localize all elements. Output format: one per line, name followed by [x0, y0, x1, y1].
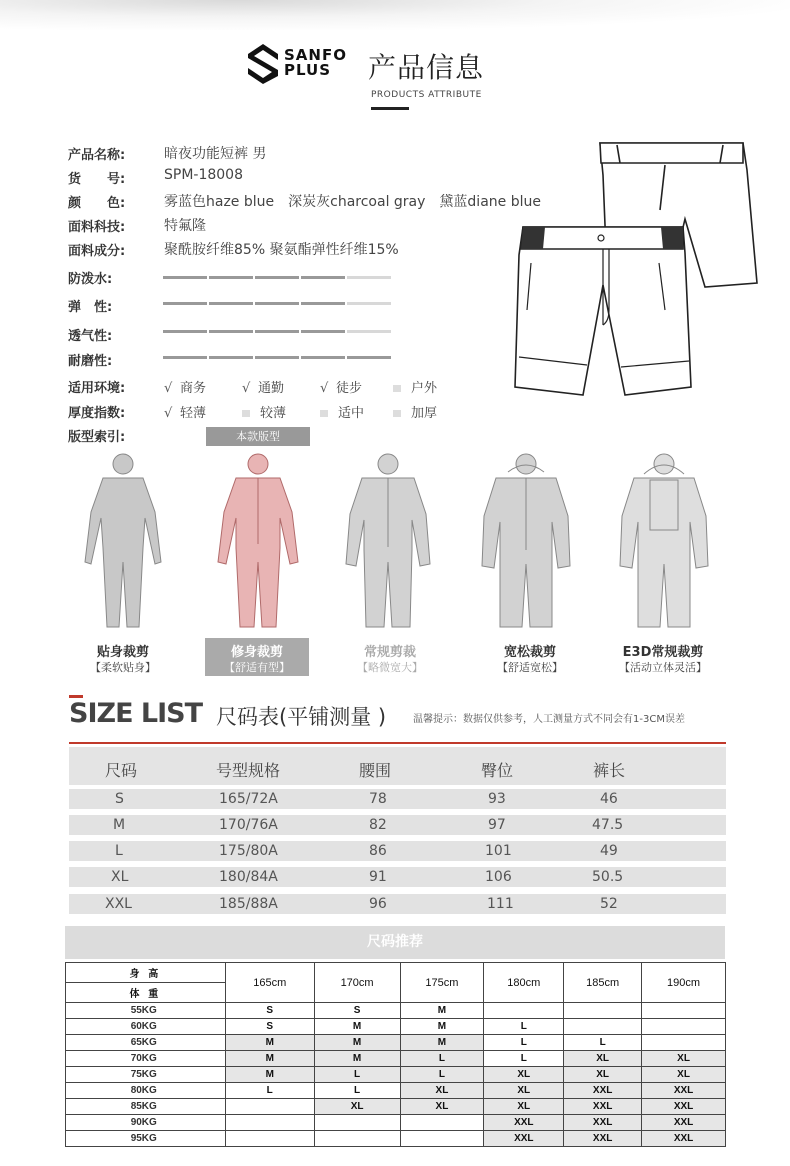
size-cell: XL — [564, 1067, 642, 1083]
height-180: 180cm — [484, 963, 564, 1003]
meter-segment — [163, 356, 207, 359]
stretch-meter — [163, 302, 391, 305]
weight-cell: 90KG — [66, 1115, 226, 1131]
cell-waist: 78 — [369, 791, 387, 807]
color-label: 颜 色: — [68, 196, 126, 211]
size-cell: XXL — [484, 1131, 564, 1147]
meter-label-wear: 耐磨性: — [68, 354, 113, 369]
water-repellent-meter — [163, 276, 391, 279]
page-subtitle: PRODUCTS ATTRIBUTE — [371, 90, 482, 100]
unchecked-box-icon — [393, 385, 401, 392]
size-list-title: SIZE LIST — [69, 698, 203, 729]
option-label: 适中 — [338, 406, 365, 421]
brand-name: SANFO PLUS — [284, 46, 347, 79]
height-165: 165cm — [225, 963, 314, 1003]
size-cell: XXL — [564, 1131, 642, 1147]
page-title: 产品信息 — [368, 51, 485, 84]
meter-segment — [301, 302, 345, 305]
env-option — [393, 377, 437, 396]
cell-hip: 97 — [488, 817, 506, 833]
thickness-label: 厚度指数: — [68, 406, 126, 421]
size-cell: S — [225, 1019, 314, 1035]
composition-value: 聚酰胺纤维85% 聚氨酯弹性纤维15% — [164, 242, 399, 258]
height-label: 身 高 — [66, 963, 226, 983]
size-cell: XL — [484, 1083, 564, 1099]
cell-spec: 165/72A — [219, 791, 278, 807]
option-label: 轻薄 — [180, 406, 207, 421]
size-cell: M — [314, 1035, 400, 1051]
rec-row — [66, 1115, 726, 1131]
weight-cell: 60KG — [66, 1019, 226, 1035]
size-cell: M — [400, 1035, 484, 1051]
meter-segment — [347, 356, 391, 359]
rec-row — [66, 1003, 726, 1019]
cell-waist: 96 — [369, 896, 387, 912]
rec-row — [66, 1019, 726, 1035]
cell-hip: 106 — [485, 869, 512, 885]
size-cell: L — [484, 1051, 564, 1067]
thickness-option — [164, 402, 206, 421]
product-name: 暗夜功能短裤 男 — [164, 146, 267, 162]
cell-waist: 91 — [369, 869, 387, 885]
table-row — [69, 789, 726, 809]
size-cell: L — [225, 1083, 314, 1099]
size-cell: XXL — [642, 1131, 726, 1147]
size-cell — [225, 1099, 314, 1115]
size-cell: XXL — [642, 1115, 726, 1131]
cell-waist: 82 — [369, 817, 387, 833]
top-shadow — [0, 0, 790, 30]
size-cell: XL — [400, 1099, 484, 1115]
option-label: 通勤 — [258, 381, 285, 396]
size-cell: S — [314, 1003, 400, 1019]
size-cell: M — [225, 1051, 314, 1067]
size-cell: M — [314, 1051, 400, 1067]
cell-size: XXL — [105, 896, 132, 912]
meter-segment — [347, 302, 391, 305]
weight-cell: 80KG — [66, 1083, 226, 1099]
option-label: 加厚 — [411, 406, 438, 421]
size-cell: L — [314, 1083, 400, 1099]
rec-row — [66, 1099, 726, 1115]
unchecked-box-icon — [242, 410, 250, 417]
size-cell: M — [400, 1003, 484, 1019]
size-list-tip: 温馨提示：数据仅供参考，人工测量方式不同会有1-3CM误差 — [413, 714, 685, 725]
weight-cell: 55KG — [66, 1003, 226, 1019]
size-cell: L — [400, 1051, 484, 1067]
size-cell — [400, 1115, 484, 1131]
fit-name-e3d: E3D常规裁剪 — [622, 645, 704, 660]
size-cell: L — [564, 1035, 642, 1051]
size-cell: L — [484, 1019, 564, 1035]
tech-label: 面料科技: — [68, 220, 126, 235]
fit-figure-e3d — [616, 452, 712, 630]
size-table-header — [69, 747, 726, 785]
env-option — [242, 377, 284, 396]
meter-segment — [255, 330, 299, 333]
table-row — [69, 841, 726, 861]
size-cell: M — [225, 1035, 314, 1051]
cell-spec: 175/80A — [219, 843, 278, 859]
unchecked-box-icon — [320, 410, 328, 417]
cell-length: 46 — [600, 791, 618, 807]
col-waist: 腰围 — [359, 761, 392, 780]
size-cell — [225, 1131, 314, 1147]
cell-size: M — [113, 817, 126, 833]
height-190: 190cm — [642, 963, 726, 1003]
check-icon: √ — [320, 381, 329, 396]
meter-segment — [301, 276, 345, 279]
size-cell: L — [484, 1035, 564, 1051]
brand-logo-icon — [248, 44, 278, 84]
size-cell: XL — [400, 1083, 484, 1099]
fit-name-loose: 宽松裁剪 — [503, 645, 556, 660]
environment-label: 适用环境: — [68, 381, 126, 396]
meter-label-water: 防泼水: — [68, 272, 113, 287]
cell-waist: 86 — [369, 843, 387, 859]
cell-size: S — [115, 791, 124, 807]
fit-desc-e3d: 【活动立体灵活】 — [619, 661, 707, 674]
size-cell — [314, 1115, 400, 1131]
meter-label-stretch: 弹 性: — [68, 300, 113, 315]
size-cell: L — [400, 1067, 484, 1083]
fit-index-label: 版型索引: — [68, 430, 126, 445]
table-row — [69, 815, 726, 835]
color-value: 雾蓝色haze blue 深炭灰charcoal gray 黛蓝diane blue — [164, 194, 541, 210]
cell-length: 47.5 — [592, 817, 624, 833]
size-cell: L — [314, 1067, 400, 1083]
size-cell — [314, 1131, 400, 1147]
cell-size: XL — [111, 869, 129, 885]
meter-segment — [255, 356, 299, 359]
thickness-option — [242, 402, 286, 421]
fit-name-slim: 修身裁剪 — [230, 645, 283, 660]
weight-cell: 70KG — [66, 1051, 226, 1067]
meter-segment — [255, 302, 299, 305]
size-cell — [564, 1003, 642, 1019]
check-icon: √ — [242, 381, 251, 396]
meter-segment — [347, 330, 391, 333]
size-cell — [484, 1003, 564, 1019]
size-cell: XXL — [642, 1083, 726, 1099]
product-name-label: 产品名称: — [68, 148, 126, 163]
cell-length: 52 — [600, 896, 618, 912]
size-cell: XXL — [564, 1083, 642, 1099]
table-row — [69, 894, 726, 914]
option-label: 户外 — [411, 381, 438, 396]
size-cell: M — [314, 1019, 400, 1035]
cell-length: 50.5 — [592, 869, 624, 885]
weight-cell: 95KG — [66, 1131, 226, 1147]
size-cell: XL — [314, 1099, 400, 1115]
size-cell: XXL — [484, 1115, 564, 1131]
option-label: 较薄 — [260, 406, 287, 421]
thickness-option — [320, 402, 364, 421]
check-icon: √ — [164, 406, 173, 421]
fit-name-regular: 常规剪裁 — [363, 645, 416, 660]
thickness-option — [393, 402, 437, 421]
unchecked-box-icon — [393, 410, 401, 417]
size-cell: S — [225, 1003, 314, 1019]
fit-name-close: 贴身裁剪 — [96, 645, 149, 660]
size-list-subtitle: 尺码表(平铺测量 ) — [216, 705, 387, 729]
meter-segment — [163, 276, 207, 279]
height-175: 175cm — [400, 963, 484, 1003]
col-size: 尺码 — [105, 761, 138, 780]
size-cell: XXL — [642, 1099, 726, 1115]
size-cell: XXL — [564, 1115, 642, 1131]
weight-cell: 75KG — [66, 1067, 226, 1083]
size-cell: XL — [642, 1067, 726, 1083]
size-recommendation-title: 尺码推荐 — [65, 926, 725, 959]
meter-segment — [209, 302, 253, 305]
title-underline — [371, 107, 409, 110]
height-185: 185cm — [564, 963, 642, 1003]
col-length: 裤长 — [593, 761, 626, 780]
fit-figure-slim — [210, 452, 306, 630]
fit-figure-regular — [340, 452, 436, 630]
weight-label: 体 重 — [66, 983, 226, 1003]
rec-row — [66, 1131, 726, 1147]
rec-header-height — [66, 963, 726, 983]
size-list-divider — [69, 742, 726, 744]
height-170: 170cm — [314, 963, 400, 1003]
meter-segment — [209, 356, 253, 359]
size-cell: XXL — [564, 1099, 642, 1115]
fit-desc-regular: 【略微宽大】 — [357, 661, 423, 674]
brand-logo — [248, 44, 358, 84]
cell-spec: 185/88A — [219, 896, 278, 912]
size-cell: XL — [484, 1099, 564, 1115]
composition-label: 面料成分: — [68, 244, 126, 259]
option-label: 徒步 — [336, 381, 363, 396]
cell-size: L — [115, 843, 123, 859]
cell-hip: 101 — [485, 843, 512, 859]
meter-segment — [255, 276, 299, 279]
col-spec: 号型规格 — [216, 761, 281, 780]
size-cell — [642, 1003, 726, 1019]
check-icon: √ — [164, 381, 173, 396]
meter-segment — [301, 330, 345, 333]
breathability-meter — [163, 330, 391, 333]
size-cell — [564, 1019, 642, 1035]
size-recommendation-table — [65, 962, 726, 1147]
size-cell: XL — [484, 1067, 564, 1083]
cell-spec: 180/84A — [219, 869, 278, 885]
meter-segment — [209, 330, 253, 333]
size-cell: XL — [642, 1051, 726, 1067]
meter-segment — [163, 330, 207, 333]
meter-label-breath: 透气性: — [68, 329, 113, 344]
table-row — [69, 867, 726, 887]
weight-cell: 65KG — [66, 1035, 226, 1051]
sku-value: SPM-18008 — [164, 167, 243, 183]
rec-row — [66, 1083, 726, 1099]
size-cell: M — [225, 1067, 314, 1083]
tech-value: 特氟隆 — [164, 218, 206, 234]
cell-length: 49 — [600, 843, 618, 859]
rec-row — [66, 1051, 726, 1067]
size-cell — [642, 1035, 726, 1051]
weight-cell: 85KG — [66, 1099, 226, 1115]
fit-figure-close — [75, 452, 171, 630]
col-hip: 臀位 — [481, 761, 514, 780]
fit-desc-loose: 【舒适宽松】 — [497, 661, 563, 674]
size-cell — [400, 1131, 484, 1147]
meter-segment — [301, 356, 345, 359]
current-fit-tag: 本款版型 — [206, 427, 310, 446]
abrasion-meter — [163, 356, 391, 359]
cell-spec: 170/76A — [219, 817, 278, 833]
meter-segment — [209, 276, 253, 279]
meter-segment — [347, 276, 391, 279]
size-cell — [225, 1115, 314, 1131]
rec-row — [66, 1035, 726, 1051]
rec-row — [66, 1067, 726, 1083]
fit-desc-close: 【柔软贴身】 — [90, 661, 156, 674]
cell-hip: 111 — [487, 896, 514, 912]
size-cell — [642, 1019, 726, 1035]
env-option — [164, 377, 206, 396]
size-cell: XL — [564, 1051, 642, 1067]
fit-figure-loose — [478, 452, 574, 630]
fit-desc-slim: 【舒适有型】 — [224, 661, 290, 674]
cell-hip: 93 — [488, 791, 506, 807]
option-label: 商务 — [180, 381, 207, 396]
meter-segment — [163, 302, 207, 305]
size-cell: M — [400, 1019, 484, 1035]
sku-label: 货 号: — [68, 172, 126, 187]
env-option — [320, 377, 362, 396]
shorts-illustration — [505, 135, 765, 405]
